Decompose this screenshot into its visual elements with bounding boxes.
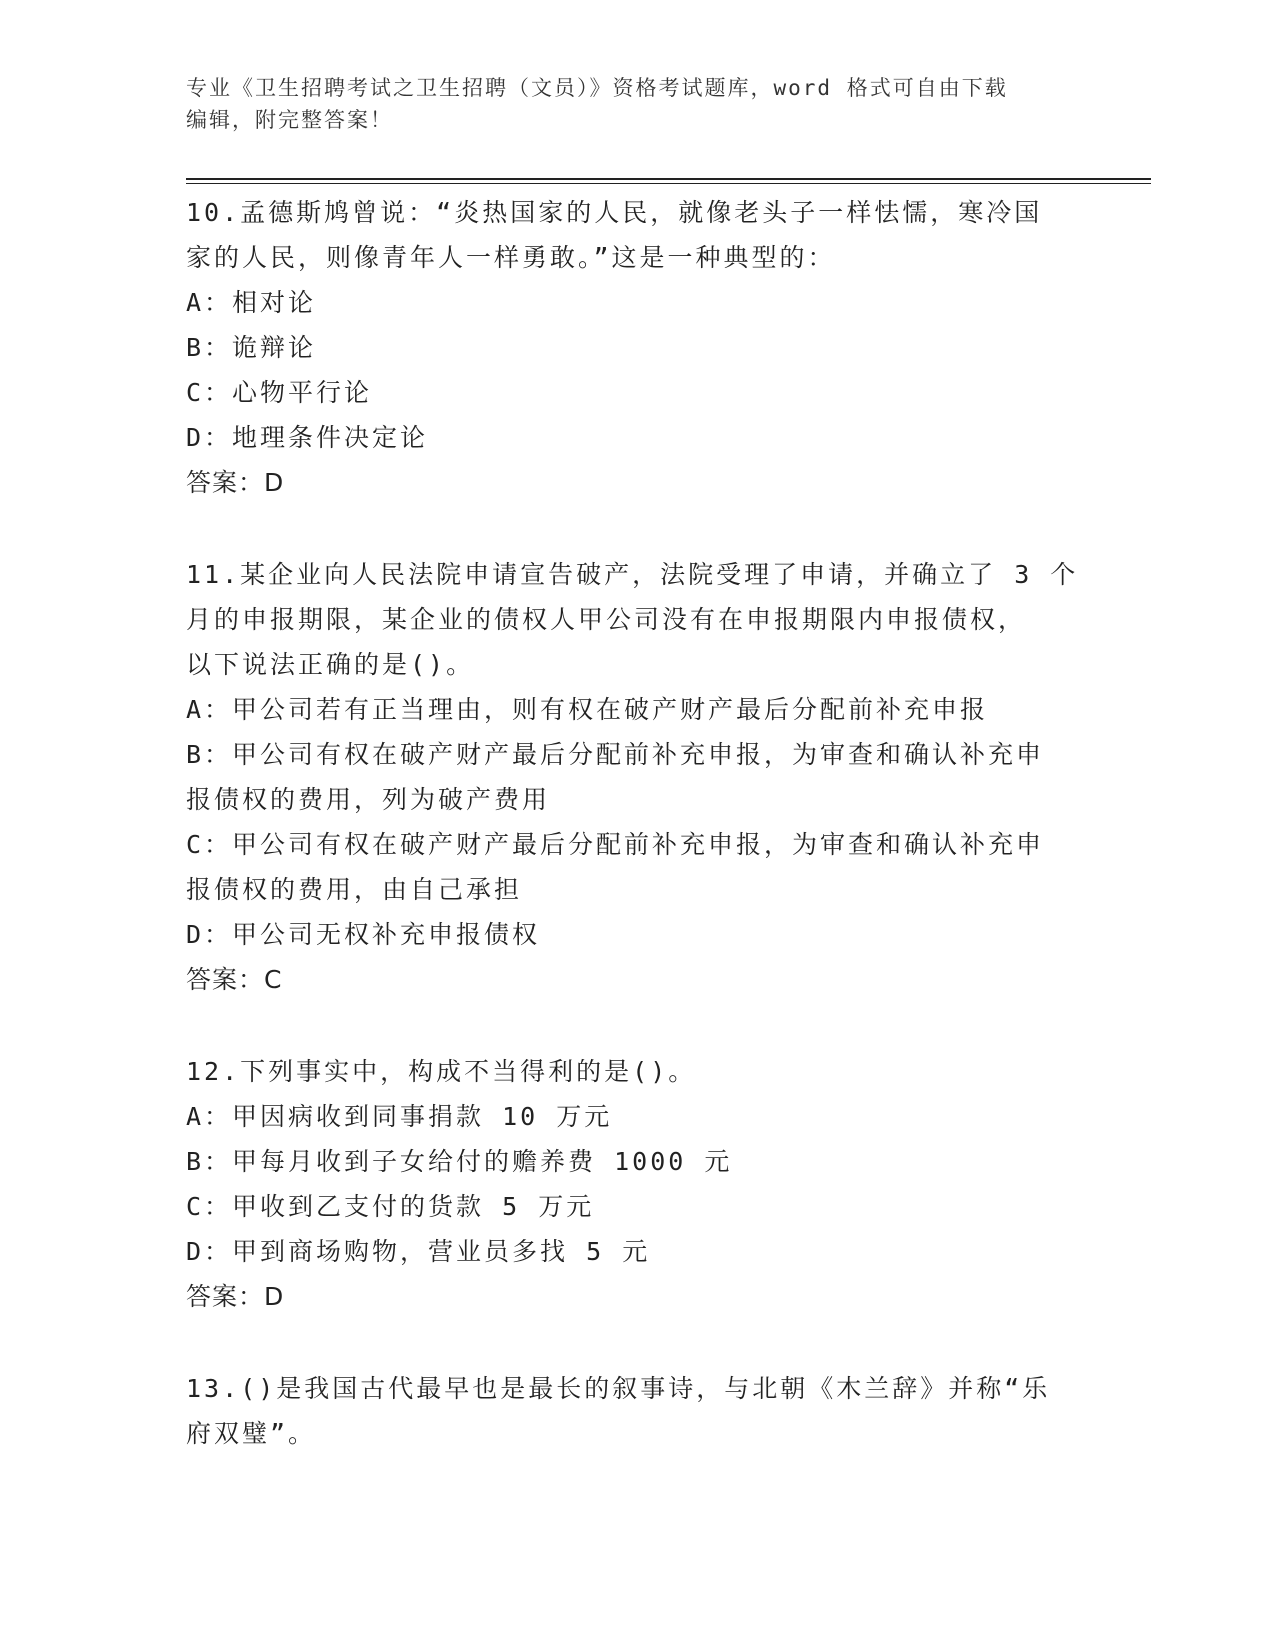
question-text-line: 以下说法正确的是()。 (186, 650, 475, 679)
option-b: B：甲公司有权在破产财产最后分配前补充申报，为审查和确认补充申 (186, 740, 1045, 769)
option-c: C：甲收到乙支付的货款 5 万元 (186, 1192, 595, 1221)
question-12 (186, 1049, 1086, 1319)
question-text-line: 12.下列事实中，构成不当得利的是()。 (186, 1057, 697, 1086)
answer: 答案：D (186, 1282, 285, 1311)
question-list (186, 190, 1086, 1456)
header-divider-thin (186, 183, 1151, 184)
answer: 答案：D (186, 468, 285, 497)
option-b-continued: 报债权的费用，列为破产费用 (186, 785, 551, 814)
header-divider-thick (186, 178, 1151, 180)
question-text-line: 府双璧”。 (186, 1419, 317, 1448)
question-text-line: 10.孟德斯鸠曾说：“炎热国家的人民，就像老头子一样怯懦，寒冷国 (186, 198, 1043, 227)
question-10 (186, 190, 1086, 505)
option-c-continued: 报债权的费用，由自己承担 (186, 875, 523, 904)
option-d: D：地理条件决定论 (186, 423, 429, 452)
question-text-line: 家的人民，则像青年人一样勇敢。”这是一种典型的： (186, 243, 836, 272)
document-header (186, 72, 1066, 136)
option-d: D：甲公司无权补充申报债权 (186, 920, 541, 949)
header-line-2: 编辑，附完整答案！ (186, 108, 393, 132)
option-c: C：甲公司有权在破产财产最后分配前补充申报，为审查和确认补充申 (186, 830, 1045, 859)
answer: 答案：C (186, 965, 283, 994)
option-d: D：甲到商场购物，营业员多找 5 元 (186, 1237, 651, 1266)
option-a: A：相对论 (186, 288, 317, 317)
question-text-line: 13.()是我国古代最早也是最长的叙事诗，与北朝《木兰辞》并称“乐 (186, 1374, 1051, 1403)
option-c: C：心物平行论 (186, 378, 373, 407)
option-b: B：甲每月收到子女给付的赡养费 1000 元 (186, 1147, 733, 1176)
question-11 (186, 552, 1086, 1002)
question-text-line: 月的申报期限，某企业的债权人甲公司没有在申报期限内申报债权， (186, 605, 1027, 634)
option-b: B：诡辩论 (186, 333, 317, 362)
question-13 (186, 1366, 1086, 1456)
option-a: A：甲公司若有正当理由，则有权在破产财产最后分配前补充申报 (186, 695, 989, 724)
option-a: A：甲因病收到同事捐款 10 万元 (186, 1102, 613, 1131)
header-line-1: 专业《卫生招聘考试之卫生招聘（文员）》资格考试题库，word 格式可自由下载 (186, 76, 1008, 100)
question-text-line: 11.某企业向人民法院申请宣告破产，法院受理了申请，并确立了 3 个 (186, 560, 1079, 589)
